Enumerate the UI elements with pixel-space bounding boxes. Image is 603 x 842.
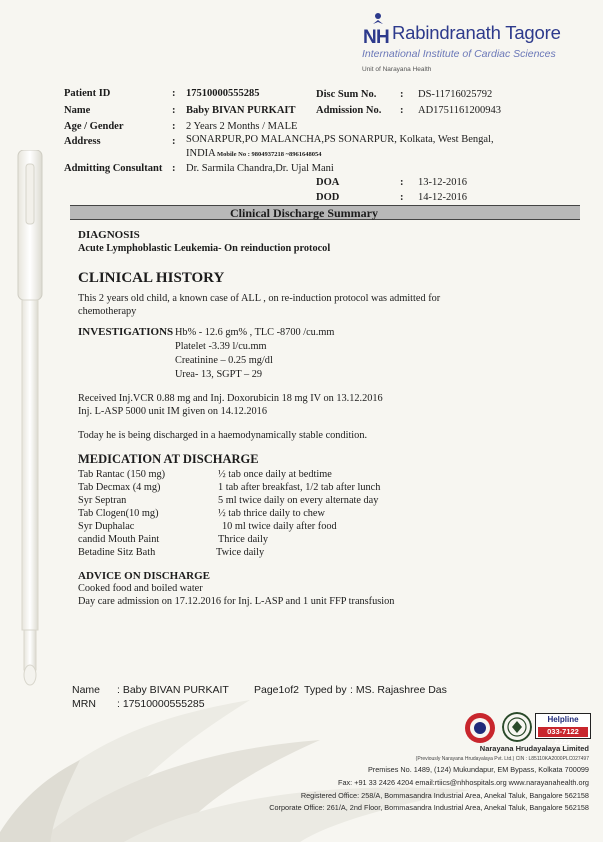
company-formerly: (Previously Narayana Hrudayalaya Pvt. Ltd.) CIN : L85110KA2000PLC027497 — [415, 756, 589, 762]
svg-text:N: N — [363, 27, 377, 46]
history-line: This 2 years old child, a known case of ALL , on re-induction protocol was admitted for — [78, 293, 441, 304]
iv-drip-graphic — [4, 150, 62, 690]
admission-label: Admission No. — [316, 105, 382, 116]
medication-dose: ½ tab once daily at bedtime — [218, 469, 332, 480]
registered-office: Registered Office: 258/A, Bommasandra Industrial Area, Anekal Taluk, Bangalore 562158 — [300, 791, 589, 800]
dod-label: DOD — [316, 192, 340, 203]
medication-dose: Thrice daily — [218, 534, 269, 545]
advice-heading: ADVICE ON DISCHARGE — [78, 570, 211, 582]
doa-label: DOA — [316, 177, 340, 188]
helpline-number: 033-7122 2222 — [538, 727, 588, 737]
helpline-box — [535, 713, 591, 746]
investigations-heading: INVESTIGATIONS — [78, 326, 174, 338]
treatment-line: Received Inj.VCR 0.88 mg and Inj. Doxorubicin 18 mg IV on 13.12.2016 — [78, 393, 383, 404]
medication-name: Tab Clogen(10 mg) — [78, 508, 159, 519]
medication-dose: 10 ml twice daily after food — [222, 521, 337, 532]
colon: : — [172, 163, 176, 174]
typed-by-label: Typed by — [304, 684, 347, 696]
history-line: chemotherapy — [78, 306, 137, 317]
nh-logo-icon — [362, 10, 392, 46]
summary-title: Clinical Discharge Summary — [230, 206, 378, 220]
hospital-logo — [362, 8, 598, 78]
colon: : — [172, 136, 176, 147]
age-label: Age / Gender — [64, 121, 124, 132]
dod-value: 14-12-2016 — [418, 192, 467, 203]
contact-info: Fax: +91 33 2426 4204 email:rtiics@nhhospitals.org www.narayanahealth.org — [338, 778, 589, 787]
medication-name: candid Mouth Paint — [78, 534, 160, 545]
patient-id: 17510000555285 — [186, 88, 260, 99]
investigation-line: Urea- 13, SGPT – 29 — [175, 369, 263, 380]
advice-line: Cooked food and boiled water — [78, 583, 203, 594]
helpline-label: Helpline — [547, 715, 579, 724]
patient-name: Baby BIVAN PURKAIT — [186, 105, 296, 116]
investigation-line: Platelet -3.39 l/cu.mm — [175, 341, 267, 352]
medication-dose: Twice daily — [216, 547, 265, 558]
clinical-history-heading: CLINICAL HISTORY — [78, 270, 225, 286]
colon: : — [172, 105, 176, 116]
nabh-seal-icon — [464, 712, 496, 744]
medication-dose: 5 ml twice daily on every alternate day — [218, 495, 379, 506]
corporate-office: Corporate Office: 261/A, 2nd Floor, Bommasandra Industrial Area, Anekal Taluk, Bangalore 562158 — [269, 803, 589, 812]
summary-title-bar — [70, 205, 580, 220]
typed-by-value: : MS. Rajashree Das — [350, 684, 447, 696]
admission-no: AD1751161200943 — [418, 105, 502, 116]
patient-age: 2 Years 2 Months / MALE — [186, 121, 298, 132]
investigation-line: Hb% - 12.6 gm% , TLC -8700 /cu.mm — [175, 327, 335, 338]
medication-heading: MEDICATION AT DISCHARGE — [78, 452, 259, 466]
footer-mrn-value: : 17510000555285 — [117, 698, 205, 710]
medication-name: Syr Septran — [78, 495, 127, 506]
medication-name: Betadine Sitz Bath — [78, 547, 156, 558]
footer-name-value: : Baby BIVAN PURKAIT — [117, 684, 229, 696]
premises-address: Premises No. 1489, (124) Mukundapur, EM Bypass, Kolkata 700099 — [367, 765, 589, 774]
diagnosis-text: Acute Lymphoblastic Leukemia- On reinduction protocol — [78, 243, 331, 254]
patient-address: SONARPUR,PO MALANCHA,PS SONARPUR, Kolkata, West Bengal, — [186, 134, 494, 145]
doa-value: 13-12-2016 — [418, 177, 467, 188]
colon: : — [400, 89, 404, 100]
hospital-subtitle: International Institute of Cardiac Sciences — [362, 48, 556, 60]
colon: : — [172, 88, 176, 99]
investigation-line: Creatinine – 0.25 mg/dl — [175, 355, 273, 366]
consultant-label: Admitting Consultant — [64, 163, 163, 174]
address-label: Address — [64, 136, 101, 147]
medication-name: Tab Rantac (150 mg) — [78, 469, 166, 480]
footer-name-label: Name — [72, 684, 101, 696]
patient-id-label: Patient ID — [64, 88, 111, 99]
medication-name: Syr Duphalac — [78, 521, 135, 532]
medication-dose: ½ tab thrice daily to chew — [218, 508, 325, 519]
disc-sum-no: DS-11716025792 — [418, 89, 493, 100]
disc-sum-label: Disc Sum No. — [316, 89, 377, 100]
svg-text:H: H — [376, 27, 390, 46]
medication-name: Tab Decmax (4 mg) — [78, 482, 161, 493]
colon: : — [400, 105, 404, 116]
hospital-name: Rabindranath Tagore — [392, 22, 561, 43]
colon: : — [400, 192, 404, 203]
name-label: Name — [64, 105, 91, 116]
patient-country: INDIA — [186, 148, 216, 159]
colon: : — [172, 121, 176, 132]
company-name: Narayana Hrudayalaya Limited — [479, 744, 589, 753]
advice-line: Day care admission on 17.12.2016 for Inj. L-ASP and 1 unit FFP transfusion — [78, 596, 395, 607]
diagnosis-heading: DIAGNOSIS — [78, 229, 140, 241]
consultant: Dr. Sarmila Chandra,Dr. Ujal Mani — [186, 163, 334, 174]
patient-mobile: Mobile No : 9804937218 ~8961648054 — [217, 151, 322, 158]
hospital-unit: Unit of Narayana Health — [362, 66, 432, 73]
iso-seal-icon — [502, 712, 532, 742]
page-number: Page1of2 — [254, 684, 299, 696]
treatment-line: Today he is being discharged in a haemodynamically stable condition. — [78, 430, 368, 441]
medication-dose: 1 tab after breakfast, 1/2 tab after lunch — [218, 482, 381, 493]
footer-mrn-label: MRN — [72, 698, 96, 710]
colon: : — [400, 177, 404, 188]
treatment-line: Inj. L-ASP 5000 unit IM given on 14.12.2016 — [78, 406, 267, 417]
